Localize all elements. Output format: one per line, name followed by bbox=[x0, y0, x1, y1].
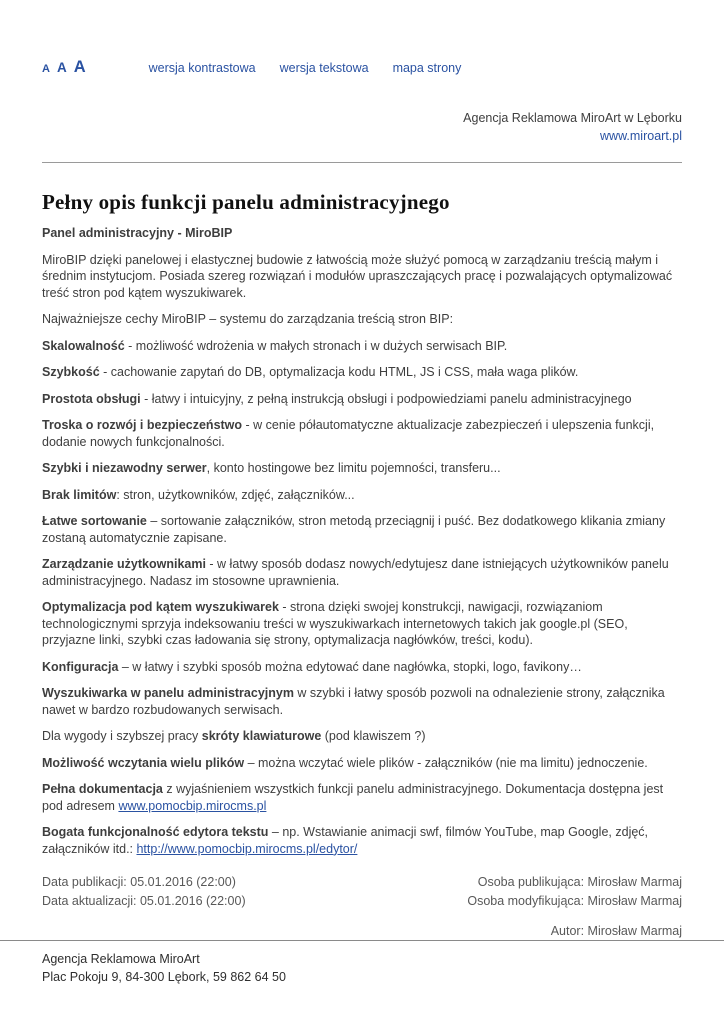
paragraph-bold-text: Bogata funkcjonalność edytora tekstu bbox=[42, 825, 269, 840]
paragraph-bold-text: Możliwość wczytania wielu plików bbox=[42, 755, 245, 770]
paragraph-text: - strona dzięki swojej konstrukcji, nawigacji, rozwiązaniom technologicznymi sprzyja indeksowaniu treści w wyszukiwarkach internetowych takich jak google.pl (SEO, przyjazne linki, szybki czas ładowania się strony, optymalizacja nagłówków, treści, kodu). bbox=[42, 600, 628, 648]
paragraph bbox=[42, 311, 682, 328]
paragraph bbox=[42, 685, 682, 718]
agency-name: Agencja Reklamowa MiroArt w Lęborku bbox=[463, 111, 682, 125]
footer-address: Plac Pokoju 9, 84-300 Lębork, 59 862 64 50 bbox=[42, 970, 286, 985]
font-size-large-button[interactable]: A bbox=[73, 58, 86, 76]
paragraph-text: - w łatwy sposób dodasz nowych/edytujesz dane istniejących użytkowników panelu administracyjnego. Nadasz im stosowne uprawnienia. bbox=[42, 557, 669, 588]
paragraph-text: MiroBIP dzięki panelowej i elastycznej budowie z łatwością może służyć pomocą w zarządzaniu treścią małym i średnim instytucjom. Posiada szereg rozwiązań i modułów upraszczających pracę i pozwalających optymalizować treść stron pod kątem wyszukiwarek. bbox=[42, 252, 673, 300]
paragraph bbox=[42, 417, 682, 450]
inline-link[interactable]: www.pomocbip.mirocms.pl bbox=[118, 798, 267, 813]
agency-header bbox=[42, 109, 682, 145]
paragraph-bold-text: Troska o rozwój i bezpieczeństwo bbox=[42, 418, 243, 433]
accessibility-toolbar bbox=[42, 58, 682, 77]
paragraph bbox=[42, 338, 682, 355]
paragraph-bold-text: Prostota obsługi bbox=[42, 391, 141, 406]
paragraph bbox=[42, 755, 682, 772]
paragraph-text: – można wczytać wiele plików - załączników (nie ma limitu) jednoczenie. bbox=[244, 755, 648, 770]
font-size-small-button[interactable]: A bbox=[42, 63, 50, 75]
page-title: Pełny opis funkcji panelu administracyjnego bbox=[42, 190, 450, 215]
paragraph-text: – w łatwy i szybki sposób można edytować dane nagłówka, stopki, logo, favikony… bbox=[118, 659, 582, 674]
top-nav bbox=[149, 61, 462, 75]
paragraph bbox=[42, 252, 682, 302]
paragraph-text: Najważniejsze cechy MiroBIP – systemu do zarządzania treścią stron BIP: bbox=[42, 312, 454, 327]
footer-agency-name: Agencja Reklamowa MiroArt bbox=[42, 952, 200, 966]
paragraph-bold-text: skróty klawiaturowe bbox=[201, 729, 322, 744]
paragraph-text: : stron, użytkowników, zdjęć, załączników... bbox=[116, 487, 355, 502]
agency-url-link[interactable]: www.miroart.pl bbox=[600, 129, 682, 144]
paragraph-text: (pod klawiszem ?) bbox=[321, 729, 426, 744]
paragraph bbox=[42, 556, 682, 589]
header-divider bbox=[42, 162, 682, 163]
paragraph bbox=[42, 225, 682, 242]
paragraph-bold-text: Łatwe sortowanie bbox=[42, 514, 147, 529]
inline-link[interactable]: http://www.pomocbip.mirocms.pl/edytor/ bbox=[136, 841, 358, 856]
paragraph bbox=[42, 487, 682, 504]
paragraph-text: , konto hostingowe bez limitu pojemności, transferu... bbox=[206, 461, 501, 476]
font-size-medium-button[interactable]: A bbox=[56, 60, 67, 75]
paragraph bbox=[42, 599, 682, 649]
paragraph-text: w szybki i łatwy sposób pozwoli na odnalezienie strony, załącznika nawet w bardzo rozbudowanych serwisach. bbox=[42, 686, 665, 717]
paragraph bbox=[42, 659, 682, 676]
paragraph-text: - łatwy i intuicyjny, z pełną instrukcją obsługi i podpowiedziami panelu administracyjnego bbox=[140, 391, 632, 406]
paragraph-text: - w cenie półautomatyczne aktualizacje zabezpieczeń i ulepszenia funkcji, dodanie nowych funkcjonalności. bbox=[42, 418, 655, 449]
paragraph-text: z wyjaśnieniem wszystkich funkcji panelu administracyjnego. Dokumentacja dostępna jest pod adresem bbox=[42, 782, 664, 813]
paragraph bbox=[42, 391, 682, 408]
paragraph bbox=[42, 364, 682, 381]
paragraph-text: Dla wygody i szybszej pracy bbox=[42, 729, 202, 744]
paragraph-bold-text: Szybki i niezawodny serwer bbox=[42, 461, 207, 476]
paragraph-bold-text: Skalowalność bbox=[42, 338, 125, 353]
paragraph bbox=[42, 728, 682, 745]
paragraph-bold-text: Brak limitów bbox=[42, 487, 117, 502]
paragraph-text: - cachowanie zapytań do DB, optymalizacja kodu HTML, JS i CSS, mała waga plików. bbox=[99, 365, 579, 380]
site-map-link[interactable]: mapa strony bbox=[392, 61, 462, 75]
paragraph-bold-text: Wyszukiwarka w panelu administracyjnym bbox=[42, 686, 294, 701]
paragraph-text: – np. Wstawianie animacji swf, filmów YouTube, map Google, zdjęć, załączników itd.: bbox=[42, 825, 649, 856]
meta-row bbox=[42, 894, 682, 908]
paragraph bbox=[42, 513, 682, 546]
paragraph-bold-text: Pełna dokumentacja bbox=[42, 782, 163, 797]
publisher: Osoba publikująca: Mirosław Marmaj bbox=[477, 875, 682, 890]
paragraph bbox=[42, 781, 682, 814]
meta-section bbox=[42, 875, 682, 938]
article-body bbox=[42, 225, 682, 857]
modifier: Osoba modyfikująca: Mirosław Marmaj bbox=[467, 894, 682, 909]
paragraph-text: - możliwość wdrożenia w małych stronach i w dużych serwisach BIP. bbox=[124, 338, 508, 353]
paragraph-bold-text: Zarządzanie użytkownikami bbox=[42, 557, 206, 572]
paragraph-bold-text: Konfiguracja bbox=[42, 659, 119, 674]
paragraph bbox=[42, 824, 682, 857]
font-size-controls bbox=[42, 58, 93, 77]
paragraph bbox=[42, 460, 682, 477]
meta-row bbox=[42, 924, 682, 938]
contrast-version-link[interactable]: wersja kontrastowa bbox=[148, 61, 256, 75]
update-date: Data aktualizacji: 05.01.2016 (22:00) bbox=[42, 894, 246, 909]
page-footer bbox=[0, 940, 724, 986]
paragraph-bold-text: Szybkość bbox=[42, 365, 100, 380]
meta-row bbox=[42, 875, 682, 889]
paragraph-bold-text: Panel administracyjny - MiroBIP bbox=[42, 226, 233, 241]
paragraph-text: – sortowanie załączników, stron metodą przeciągnij i puść. Bez dodatkowego klikania zmiany zostaną automatycznie zapisane. bbox=[42, 514, 666, 545]
text-version-link[interactable]: wersja tekstowa bbox=[279, 61, 369, 75]
paragraph-bold-text: Optymalizacja pod kątem wyszukiwarek bbox=[42, 600, 279, 615]
publish-date: Data publikacji: 05.01.2016 (22:00) bbox=[42, 875, 236, 890]
author: Autor: Mirosław Marmaj bbox=[550, 924, 682, 939]
